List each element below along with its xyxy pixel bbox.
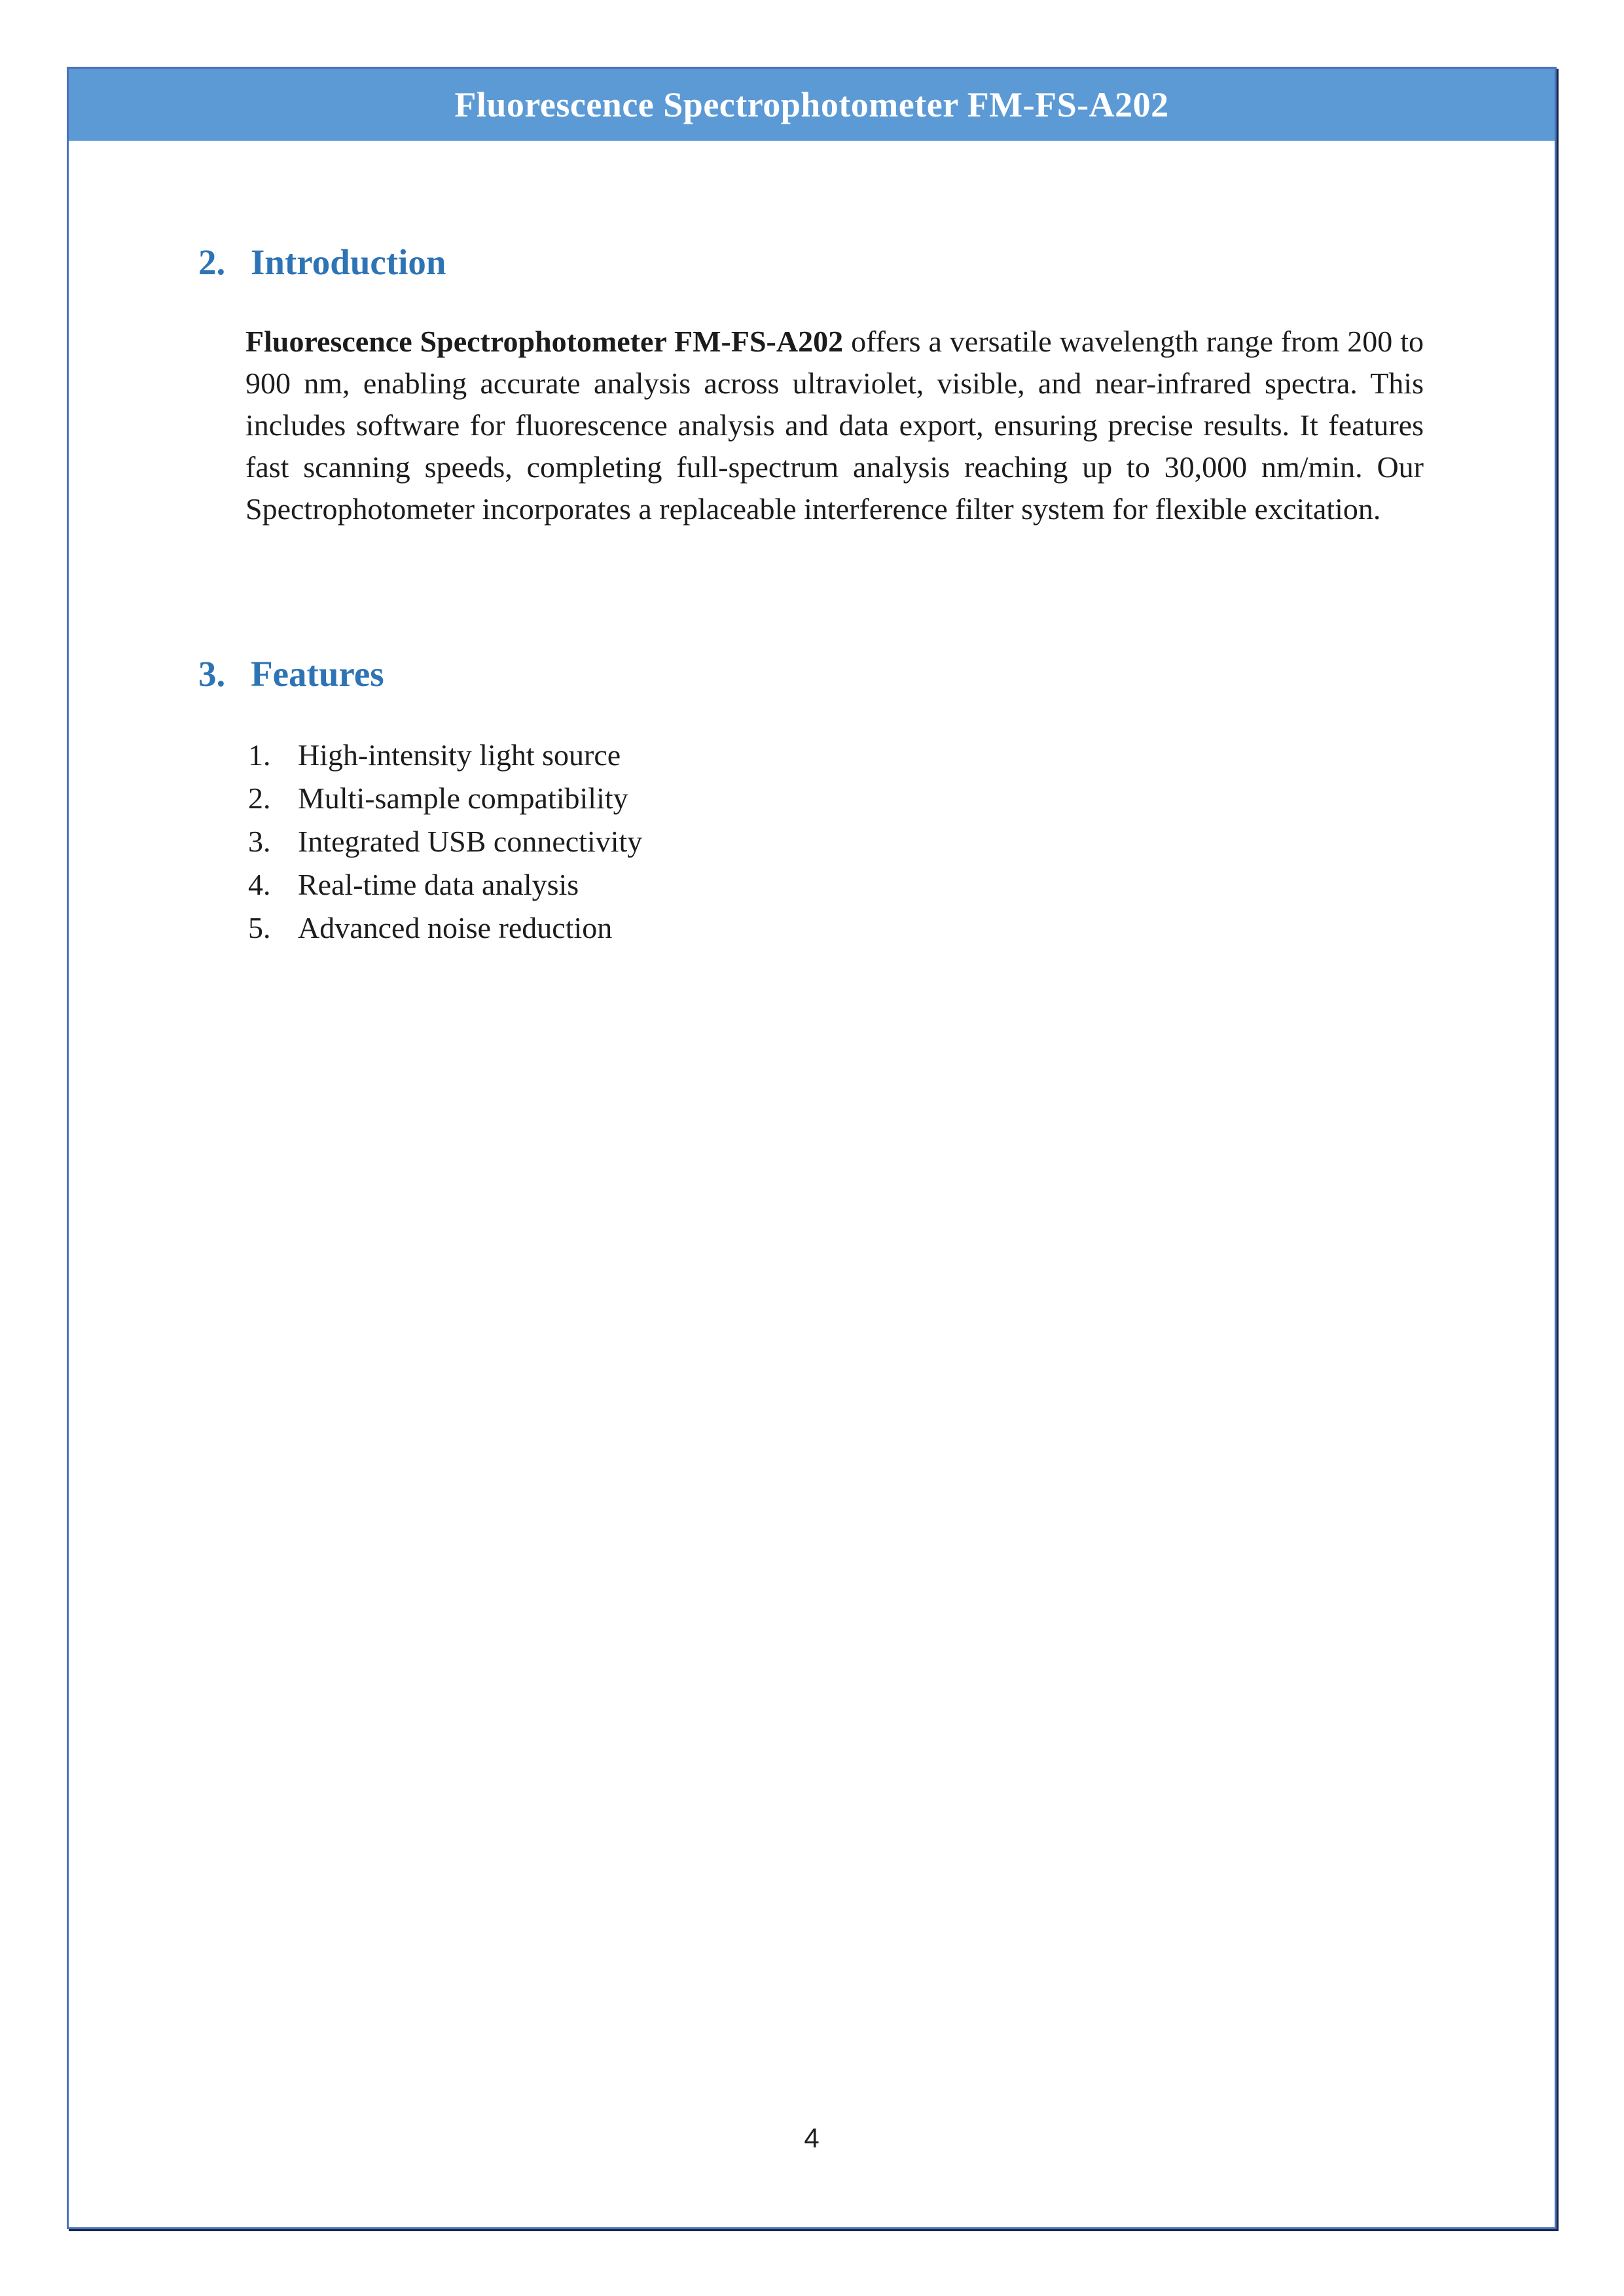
page-border-frame: [67, 67, 1557, 2229]
list-item: [248, 820, 1555, 863]
list-item-text: High-intensity light source: [298, 738, 621, 772]
list-item: [248, 734, 1555, 777]
list-item-number: 1.: [248, 738, 271, 772]
introduction-paragraph: [245, 321, 1424, 530]
section-title: Features: [251, 654, 384, 694]
introduction-paragraph-bold-lead: Fluorescence Spectrophotometer FM-FS-A202: [245, 325, 844, 358]
introduction-paragraph-body: offers a versatile wavelength range from 200 to 900 nm, enabling accurate analysis across ultraviolet, visible, and near-infrared spectra. This includes software for fluorescence analysis and data export, ensuring precise results. It features fast scanning speeds, completing full-spectrum analysis reaching up to 30,000 nm/min. Our Spectrophotometer incorporates a replaceable interference filter system for flexible excitation.: [245, 325, 1424, 526]
header-banner: [69, 69, 1555, 141]
section-heading-introduction: [198, 239, 1555, 286]
list-item-number: 5.: [248, 911, 271, 944]
list-item-text: Multi-sample compatibility: [298, 781, 628, 815]
list-item-text: Advanced noise reduction: [298, 911, 613, 944]
document-title: Fluorescence Spectrophotometer FM-FS-A202: [454, 85, 1169, 124]
list-item-number: 3.: [248, 825, 271, 858]
list-item: [248, 863, 1555, 906]
section-title: Introduction: [251, 242, 446, 282]
list-item: [248, 777, 1555, 820]
section-number: 3.: [198, 654, 226, 694]
list-item: [248, 906, 1555, 950]
section-heading-features: [198, 651, 1555, 698]
features-list: [248, 734, 1555, 950]
page-number: 4: [804, 2123, 820, 2153]
list-item-number: 2.: [248, 781, 271, 815]
list-item-text: Real-time data analysis: [298, 868, 579, 901]
list-item-text: Integrated USB connectivity: [298, 825, 643, 858]
list-item-number: 4.: [248, 868, 271, 901]
section-number: 2.: [198, 242, 226, 282]
